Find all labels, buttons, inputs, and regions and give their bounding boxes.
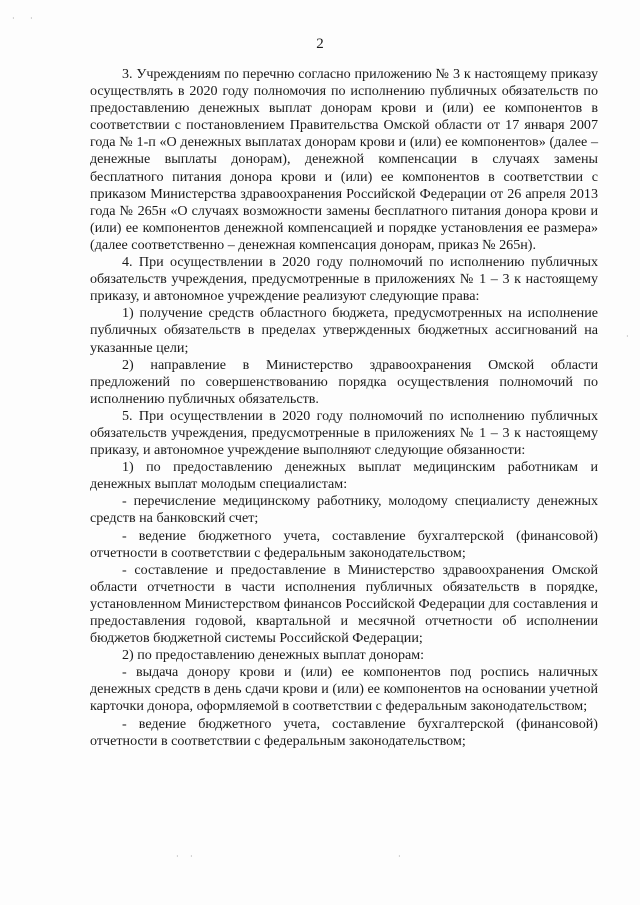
paragraph-right-2: 2) направление в Министерство здравоохранения Омской области предложений по совершенствованию порядка осуществления полномочий по исполнению публичных обязательств. xyxy=(90,356,598,407)
scan-artifact: · xyxy=(190,852,193,861)
paragraph-duty-2-dash-2: - ведение бюджетного учета, составление бухгалтерской (финансовой) отчетности в соответствии с федеральным законодательством; xyxy=(90,715,598,749)
page-number: 2 xyxy=(316,36,324,52)
paragraph-right-1: 1) получение средств областного бюджета, предусмотренных на исполнение публичных обязательств в пределах утвержденных бюджетных ассигнований на указанные цели; xyxy=(90,305,598,356)
paragraph-duty-2-dash-1: - выдача донору крови и (или) ее компонентов под роспись наличных денежных средств в день сдачи крови и (или) ее компонентов на основании учетной карточки донора, оформляемой в соответствии с федеральным законодательством; xyxy=(90,664,598,715)
scan-artifact: · xyxy=(12,14,15,23)
document-body xyxy=(90,66,598,750)
paragraph-duty-2: 2) по предоставлению денежных выплат донорам: xyxy=(122,647,425,664)
paragraph-item-4: 4. При осуществлении в 2020 году полномочий по исполнению публичных обязательств учреждения, предусмотренные в приложениях № 1 – 3 к настоящему приказу, и автономное учреждение реализуют следующие права: xyxy=(90,254,598,305)
paragraph-duty-1-dash-3: - составление и предоставление в Министерство здравоохранения Омской области отчетности в части исполнения публичных обязательств в порядке, установленном Министерством финансов Российской Федерации для составления и предоставления годовой, квартальной и месячной отчетности об исполнении бюджетов бюджетной системы Российской Федерации; xyxy=(90,561,598,647)
paragraph-item-5: 5. При осуществлении в 2020 году полномочий по исполнению публичных обязательств учреждения, предусмотренные в приложениях № 1 – 3 к настоящему приказу, и автономное учреждение выполняют следующие обязанности: xyxy=(90,407,598,459)
scan-artifact: · xyxy=(626,332,629,341)
paragraph-duty-1-dash-1: - перечисление медицинскому работнику, молодому специалисту денежных средств на банковский счет; xyxy=(90,493,598,527)
scan-artifact: · xyxy=(30,14,33,23)
scan-artifact: · xyxy=(398,852,401,861)
paragraph-duty-1-dash-2: - ведение бюджетного учета, составление бухгалтерской (финансовой) отчетности в соответствии с федеральным законодательством; xyxy=(90,527,598,561)
scan-artifact: · xyxy=(176,852,179,861)
paragraph-duty-1: 1) по предоставлению денежных выплат медицинским работникам и денежных выплат молодым специалистам: xyxy=(90,459,598,493)
paragraph-item-3: 3. Учреждениям по перечню согласно приложению № 3 к настоящему приказу осуществлять в 2020 году полномочия по исполнению публичных обязательств по предоставлению денежных выплат донорам крови и (или) ее компонентов в соответствии с постановлением Правительства Омской области от 17 января 2007 года № 1-п «О денежных выплатах донорам крови и (или) ее компонентов» (далее – денежные выплаты донорам), денежной компенсации в случаях замены бесплатного питания донора крови и (или) ее компонентов в соответствии с приказом Министерства здравоохранения Российской Федерации от 26 апреля 2013 года № 265н «О случаях возможности замены бесплатного питания донора крови и (или) ее компонентов денежной компенсацией и порядке установления ее размера» (далее соответственно – денежная компенсация донорам, приказ № 265н). xyxy=(90,66,598,253)
